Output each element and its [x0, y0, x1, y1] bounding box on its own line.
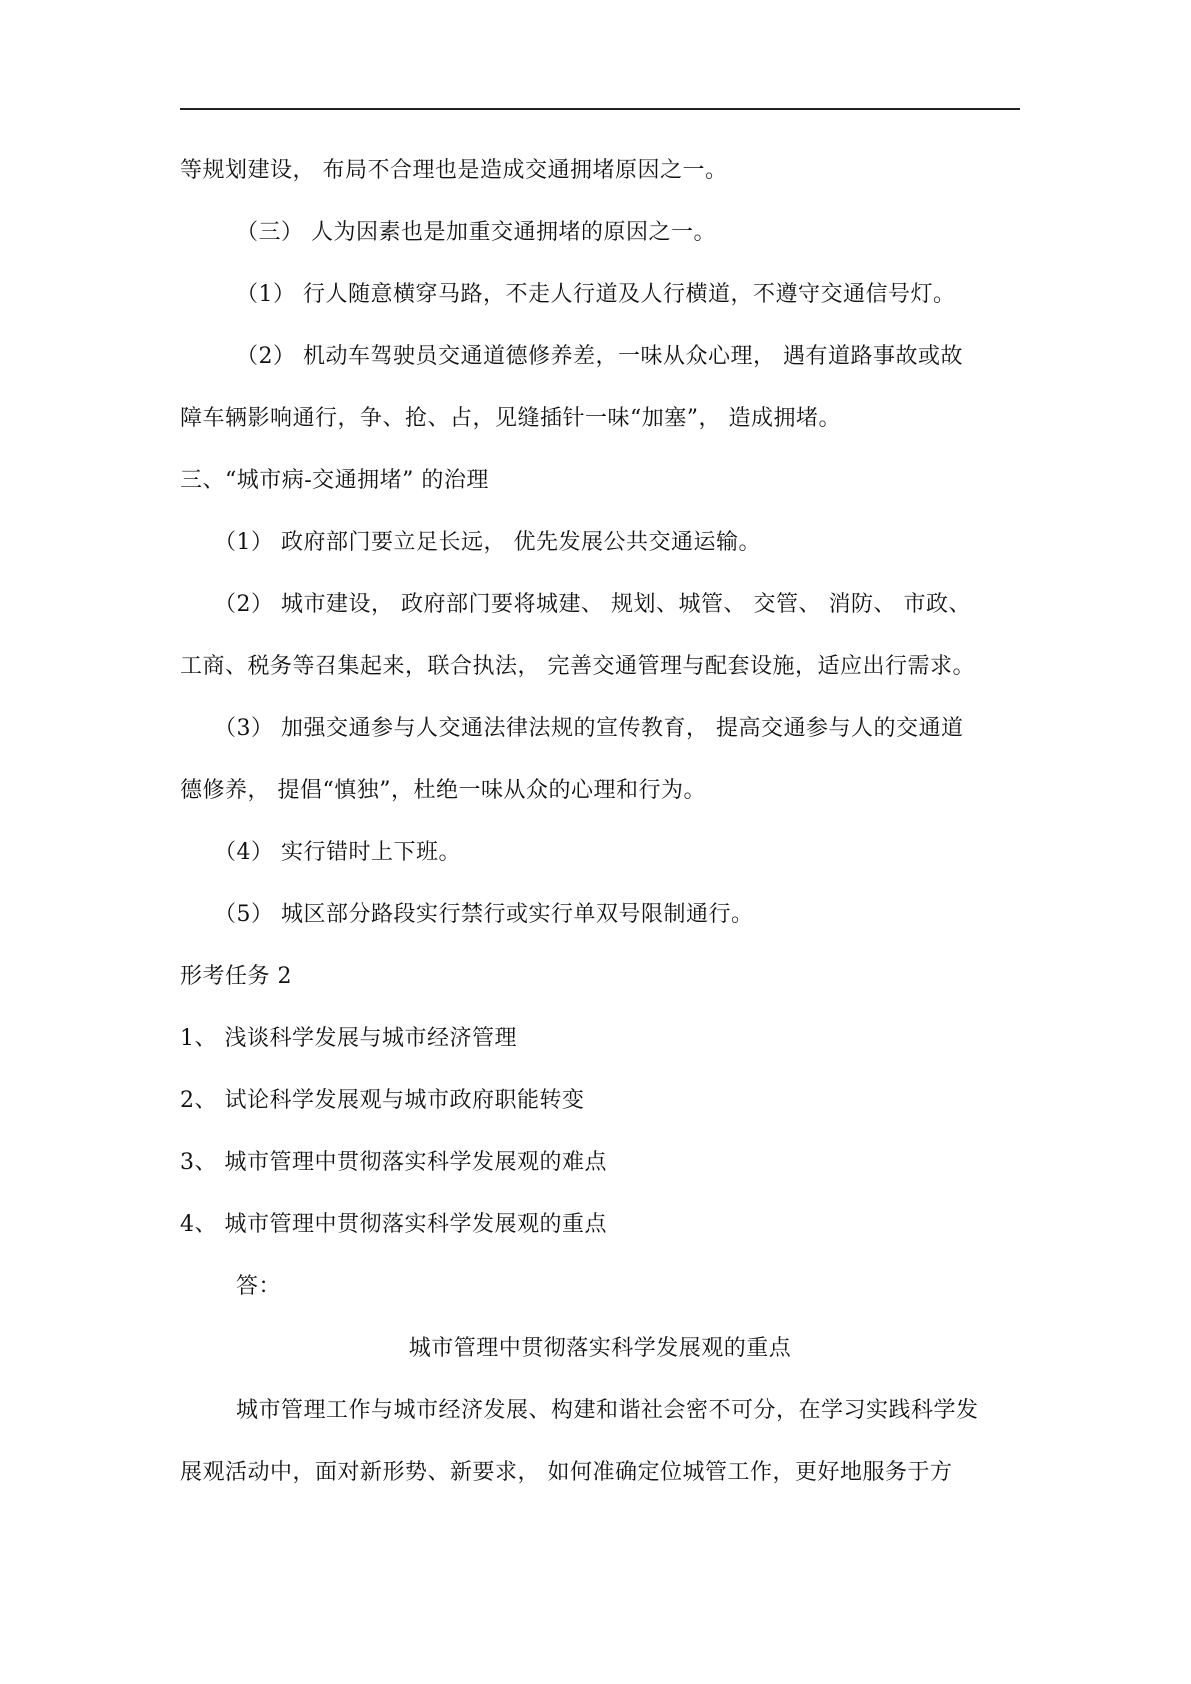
paragraph-line: 等规划建设， 布局不合理也是造成交通拥堵原因之一。 [180, 158, 728, 183]
paragraph-line: （1） 政府部门要立足长远， 优先发展公共交通运输。 [214, 530, 761, 555]
task-item: 3、 城市管理中贯彻落实科学发展观的难点 [180, 1150, 607, 1175]
paragraph-line: 展观活动中，面对新形势、新要求， 如何准确定位城管工作，更好地服务于方 [180, 1460, 953, 1485]
section-heading: 三、“城市病-交通拥堵” 的治理 [180, 468, 489, 493]
header-rule [180, 108, 1020, 110]
paragraph-line: （3） 加强交通参与人交通法律法规的宣传教育， 提高交通参与人的交通道 [214, 716, 964, 741]
section-heading-3: （三） 人为因素也是加重交通拥堵的原因之一。 [236, 220, 716, 245]
paragraph-line: 工商、税务等召集起来，联合执法， 完善交通管理与配套设施，适应出行需求。 [180, 654, 975, 679]
paragraph-line: 障车辆影响通行，争、抢、占，见缝插针一味“加塞”， 造成拥堵。 [180, 406, 841, 431]
task-heading: 形考任务 2 [180, 964, 292, 989]
paragraph-line: （1） 行人随意横穿马路，不走人行道及人行横道，不遵守交通信号灯。 [236, 282, 956, 307]
paragraph-line: （4） 实行错时上下班。 [214, 840, 461, 865]
answer-label: 答： [236, 1274, 282, 1299]
paragraph-line: （2） 城市建设， 政府部门要将城建、 规划、城管、 交管、 消防、 市政、 [214, 592, 971, 617]
task-item: 2、 试论科学发展观与城市政府职能转变 [180, 1088, 585, 1113]
document-body [180, 140, 1020, 1504]
paragraph-line: （5） 城区部分路段实行禁行或实行单双号限制通行。 [214, 902, 754, 927]
paragraph-line: 城市管理工作与城市经济发展、构建和谐社会密不可分，在学习实践科学发 [236, 1398, 979, 1423]
paragraph-line: 德修养， 提倡“慎独”，杜绝一味从众的心理和行为。 [180, 778, 706, 803]
paragraph-line: （2） 机动车驾驶员交通道德修养差，一味从众心理， 遇有道路事故或故 [236, 344, 963, 369]
answer-title: 城市管理中贯彻落实科学发展观的重点 [408, 1336, 792, 1361]
task-item: 1、 浅谈科学发展与城市经济管理 [180, 1026, 517, 1051]
task-item: 4、 城市管理中贯彻落实科学发展观的重点 [180, 1212, 607, 1237]
